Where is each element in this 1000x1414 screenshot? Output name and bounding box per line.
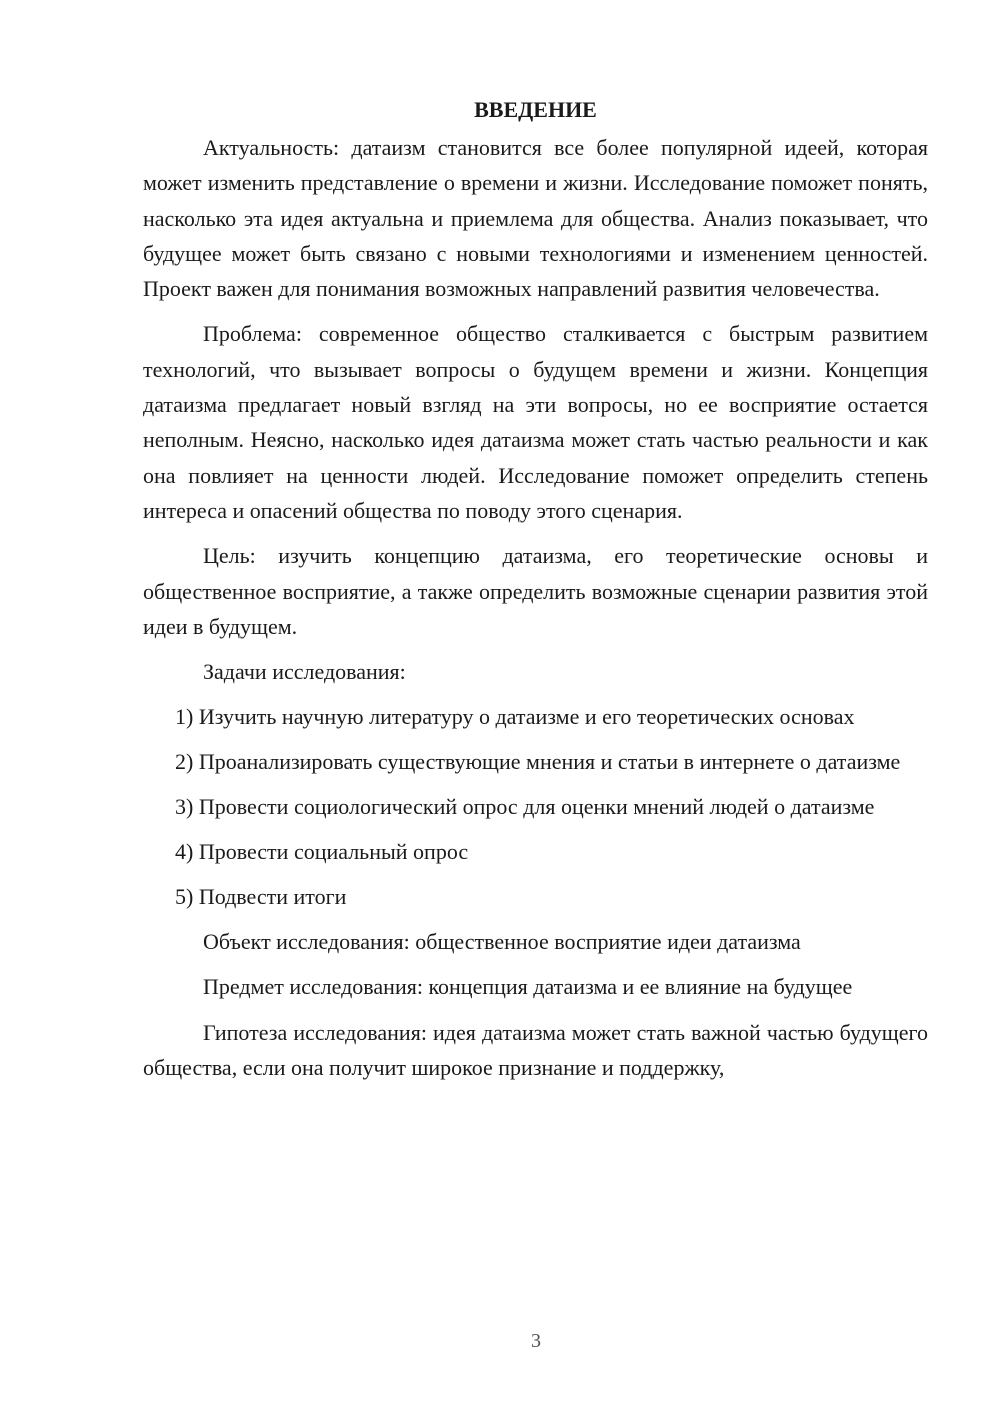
list-item: 1) Изучить научную литературу о датаизме и его теоретических основах [175,704,855,730]
list-item: 4) Провести социальный опрос [175,839,469,865]
document-page [143,92,928,1085]
page-number: 3 [531,1330,541,1352]
goal-paragraph: Цель: изучить концепцию датаизма, его теоретические основы и общественное восприятие, а также определить возможные сценарии развития этой идеи в будущем. [143,543,928,639]
list-item: 5) Подвести итоги [175,884,347,910]
list-item: 3) Провести социологический опрос для оценки мнений людей о датаизме [175,794,875,820]
tasks-list [143,699,928,914]
hypothesis-paragraph: Гипотеза исследования: идея датаизма может стать важной частью будущего общества, если она получит широкое признание и поддержку, [143,1019,928,1081]
object-paragraph: Объект исследования: общественное восприятие идеи датаизма [203,929,801,955]
section-heading: ВВЕДЕНИЕ [474,97,597,122]
list-item: 2) Проанализировать существующие мнения и статьи в интернете о датаизме [175,749,901,775]
subject-paragraph: Предмет исследования: концепция датаизма и ее влияние на будущее [203,974,853,1000]
relevance-paragraph: Актуальность: датаизм становится все более популярной идеей, которая может изменить представление о времени и жизни. Исследование поможет понять, насколько эта идея актуальна и приемлема для общества. Анализ показывает, что будущее может быть связано с новыми технологиями и изменением ценностей. Проект важен для понимания возможных направлений развития человечества. [143,135,928,302]
tasks-title: Задачи исследования: [203,659,406,685]
problem-paragraph: Проблема: современное общество сталкивается с быстрым развитием технологий, что вызывает вопросы о будущем времени и жизни. Концепция датаизма предлагает новый взгляд на эти вопросы, но ее восприятие остается неполным. Неясно, насколько идея датаизма может стать частью реальности и как она повлияет на ценности людей. Исследование поможет определить степень интереса и опасений общества по поводу этого сценария. [143,321,928,523]
